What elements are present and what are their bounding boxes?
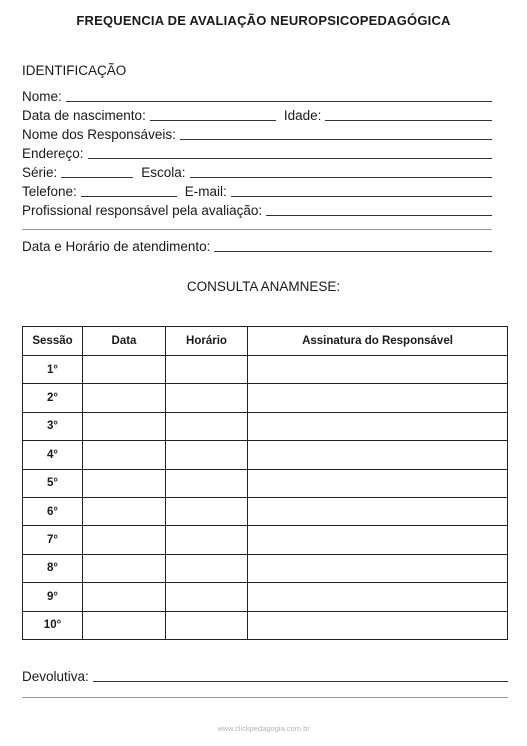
session-number: 7° xyxy=(23,526,83,554)
idade-field[interactable] xyxy=(325,107,492,121)
nome-field[interactable] xyxy=(66,88,492,102)
profissional-field[interactable] xyxy=(266,202,492,216)
assinatura-cell[interactable] xyxy=(248,469,508,497)
horario-cell[interactable] xyxy=(166,611,248,639)
table-row xyxy=(23,441,508,469)
consulta-heading: CONSULTA ANAMNESE: xyxy=(186,279,341,294)
column-header-horario: Horário xyxy=(166,327,248,356)
responsaveis-row xyxy=(22,124,492,142)
session-number: 6° xyxy=(23,497,83,525)
assinatura-cell[interactable] xyxy=(248,526,508,554)
table-row xyxy=(23,526,508,554)
horario-cell[interactable] xyxy=(166,412,248,440)
responsaveis-label: Nome dos Responsáveis: xyxy=(22,127,176,142)
email-field[interactable] xyxy=(231,183,492,197)
telefone-field[interactable] xyxy=(81,183,177,197)
data-nascimento-label: Data de nascimento: xyxy=(22,108,146,123)
extra-line[interactable] xyxy=(22,229,492,230)
table-row xyxy=(23,554,508,582)
horario-cell[interactable] xyxy=(166,469,248,497)
horario-cell[interactable] xyxy=(166,441,248,469)
horario-cell[interactable] xyxy=(166,554,248,582)
data-cell[interactable] xyxy=(83,526,166,554)
assinatura-cell[interactable] xyxy=(248,497,508,525)
nome-row xyxy=(22,86,492,104)
telefone-label: Telefone: xyxy=(22,184,77,199)
data-horario-label: Data e Horário de atendimento: xyxy=(22,239,211,254)
session-number: 3° xyxy=(23,412,83,440)
session-number: 2° xyxy=(23,384,83,412)
horario-cell[interactable] xyxy=(166,384,248,412)
assinatura-cell[interactable] xyxy=(248,412,508,440)
devolutiva-row xyxy=(22,666,508,684)
table-row xyxy=(23,611,508,639)
assinatura-cell[interactable] xyxy=(248,554,508,582)
sessions-table xyxy=(22,326,508,640)
devolutiva-field[interactable] xyxy=(93,668,508,682)
devolutiva-extra-line[interactable] xyxy=(22,697,508,698)
data-nascimento-field[interactable] xyxy=(150,107,276,121)
table-header-row xyxy=(23,327,508,356)
data-cell[interactable] xyxy=(83,384,166,412)
telefone-row xyxy=(22,181,492,199)
assinatura-cell[interactable] xyxy=(248,583,508,611)
table-row xyxy=(23,384,508,412)
column-header-data: Data xyxy=(83,327,166,356)
horario-cell[interactable] xyxy=(166,526,248,554)
data-cell[interactable] xyxy=(83,356,166,384)
data-cell[interactable] xyxy=(83,497,166,525)
nascimento-row xyxy=(22,105,492,123)
footer-url: www.clickpedagogia.com.br xyxy=(217,724,310,733)
email-label: E-mail: xyxy=(184,184,227,199)
session-number: 10° xyxy=(23,611,83,639)
escola-label: Escola: xyxy=(141,165,186,180)
session-number: 4° xyxy=(23,441,83,469)
page-title: FREQUENCIA DE AVALIAÇÃO NEUROPSICOPEDAGÓGICA xyxy=(76,13,451,28)
endereco-label: Endereço: xyxy=(22,146,84,161)
endereco-row xyxy=(22,143,492,161)
responsaveis-field[interactable] xyxy=(180,126,492,140)
table-row xyxy=(23,497,508,525)
serie-field[interactable] xyxy=(61,164,133,178)
serie-row xyxy=(22,162,492,180)
data-horario-field[interactable] xyxy=(214,238,492,252)
table-row xyxy=(23,469,508,497)
data-cell[interactable] xyxy=(83,469,166,497)
assinatura-cell[interactable] xyxy=(248,441,508,469)
data-cell[interactable] xyxy=(83,441,166,469)
table-row xyxy=(23,356,508,384)
session-number: 8° xyxy=(23,554,83,582)
table-row xyxy=(23,583,508,611)
serie-label: Série: xyxy=(22,165,58,180)
data-cell[interactable] xyxy=(83,583,166,611)
nome-label: Nome: xyxy=(22,89,62,104)
identificacao-heading: IDENTIFICAÇÃO xyxy=(22,63,127,78)
idade-label: Idade: xyxy=(283,108,322,123)
assinatura-cell[interactable] xyxy=(248,356,508,384)
endereco-field[interactable] xyxy=(88,145,492,159)
data-horario-row xyxy=(22,236,492,254)
horario-cell[interactable] xyxy=(166,497,248,525)
assinatura-cell[interactable] xyxy=(248,384,508,412)
devolutiva-label: Devolutiva: xyxy=(22,669,89,684)
session-number: 5° xyxy=(23,469,83,497)
profissional-label: Profissional responsável pela avaliação: xyxy=(22,203,263,218)
data-cell[interactable] xyxy=(83,611,166,639)
horario-cell[interactable] xyxy=(166,583,248,611)
data-cell[interactable] xyxy=(83,554,166,582)
column-header-sessao: Sessão xyxy=(23,327,83,356)
table-row xyxy=(23,412,508,440)
horario-cell[interactable] xyxy=(166,356,248,384)
session-number: 9° xyxy=(23,583,83,611)
escola-field[interactable] xyxy=(190,164,492,178)
session-number: 1° xyxy=(23,356,83,384)
assinatura-cell[interactable] xyxy=(248,611,508,639)
profissional-row xyxy=(22,200,492,218)
data-cell[interactable] xyxy=(83,412,166,440)
column-header-assinatura: Assinatura do Responsável xyxy=(248,327,508,356)
